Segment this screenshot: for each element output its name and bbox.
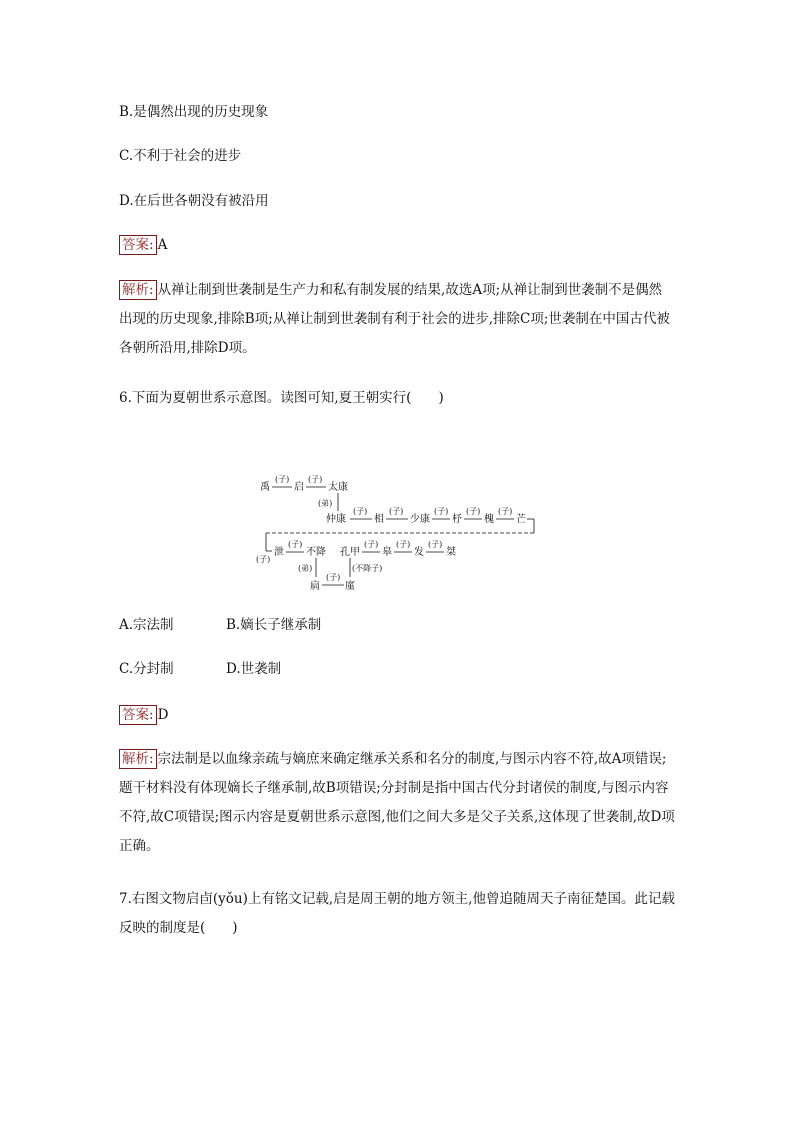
answer-label: 答案: <box>119 235 157 255</box>
rel-son: (子) <box>434 507 449 516</box>
analysis-text: 从禅让制到世袭制是生产力和私有制发展的结果,故选A项;从禅让制到世袭制不是偶然出现的历史现象,排除B项;从禅让制到世袭制有利于社会的进步,排除C项;世袭制在中国古代被各朝所沿用,排除D项。 <box>119 282 670 356</box>
answer-value: A <box>157 237 168 253</box>
answer-value: D <box>157 707 169 723</box>
rel-son: (子) <box>326 573 341 582</box>
name-jiong: 扃 <box>310 581 320 592</box>
rel-son: (子) <box>364 540 379 549</box>
rel-son: (子) <box>428 540 443 549</box>
name-bujiang: 不降 <box>306 547 326 558</box>
q6-options-row2 <box>119 660 281 678</box>
answer-label: 答案: <box>119 705 157 725</box>
analysis-label: 解析: <box>119 749 157 769</box>
analysis-text: 宗法制是以血缘亲疏与嫡庶来确定继承关系和名分的制度,与图示内容不符,故A项错误;题干材料没有体现嫡长子继承制,故B项错误;分封制是指中国古代分封诸侯的制度,与图示内容不符,故C项错误;图示内容是夏朝世系示意图,他们之间大多是父子关系,这体现了世袭制,故D项正确。 <box>119 751 675 854</box>
q5-option-c: C.不利于社会的进步 <box>119 148 242 164</box>
rel-son: (子) <box>308 475 323 484</box>
name-kongjia: 孔甲 <box>340 547 360 558</box>
rel-son: (子) <box>389 507 404 516</box>
rel-son: (子) <box>466 507 481 516</box>
rel-son: (子) <box>498 507 513 516</box>
name-xie: 泄 <box>274 547 284 558</box>
q5-option-d: D.在后世各朝没有被沿用 <box>119 193 269 209</box>
q6-stem: 6.下面为夏朝世系示意图。读图可知,夏王朝实行( ) <box>119 390 444 406</box>
xia-genealogy-diagram <box>250 465 550 595</box>
q6-option-a: A.宗法制 <box>119 617 174 633</box>
name-qi: 启 <box>294 482 304 493</box>
q6-options-row1 <box>119 616 321 634</box>
q5-answer <box>119 235 167 255</box>
rel-son: (子) <box>275 475 290 484</box>
name-zhongkang: 仲康 <box>326 514 346 525</box>
name-taikang: 太康 <box>328 482 348 493</box>
rel-son: (子) <box>256 555 271 564</box>
q6-analysis <box>119 745 675 861</box>
analysis-label: 解析: <box>119 280 157 300</box>
rel-brother: (弟) <box>298 564 313 573</box>
rel-not-son: (不降子) <box>352 564 383 573</box>
rel-son: (子) <box>396 540 411 549</box>
name-zhu: 杼 <box>452 514 462 525</box>
name-mang: 芒 <box>516 514 526 525</box>
name-huai: 槐 <box>484 514 494 525</box>
name-yu: 禹 <box>260 482 270 493</box>
rel-son: (子) <box>353 507 368 516</box>
q5-option-b: B.是偶然出现的历史现象 <box>119 104 269 120</box>
name-gao: 皋 <box>382 547 392 558</box>
q5-analysis <box>119 276 675 363</box>
q6-answer <box>119 705 168 725</box>
name-fa: 发 <box>414 547 424 558</box>
name-shaokang: 少康 <box>410 514 430 525</box>
q7-stem: 7.右图文物启卣(yǒu)上有铭文记载,启是周王朝的地方领主,他曾追随周天子南征楚国。此记载反映的制度是( ) <box>119 891 675 936</box>
q6-option-c: C.分封制 <box>119 661 174 677</box>
name-xiang: 相 <box>374 514 384 525</box>
name-jie: 桀 <box>446 547 456 558</box>
q6-option-b: B.嫡长子继承制 <box>226 617 322 633</box>
rel-brother: (弟) <box>318 499 333 508</box>
name-jin: 廑 <box>345 581 355 592</box>
rel-son: (子) <box>288 540 303 549</box>
q6-option-d: D.世袭制 <box>226 661 282 677</box>
